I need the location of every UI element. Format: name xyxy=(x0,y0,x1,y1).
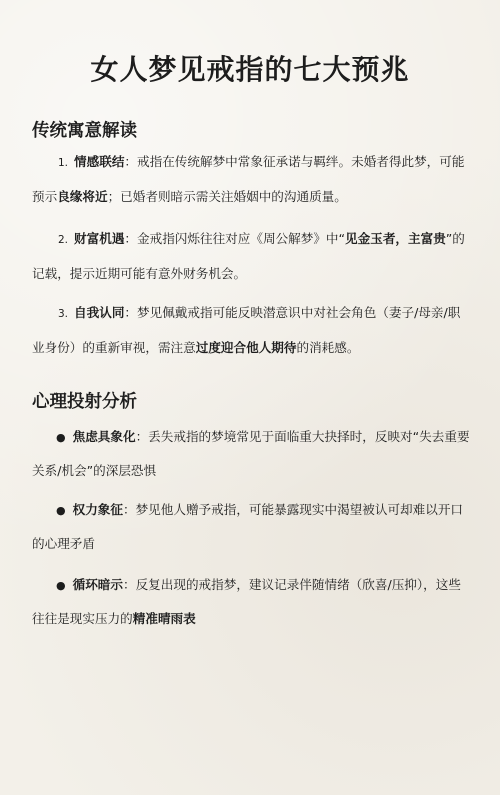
item-text: 反复出现的戒指梦，建议记录伴随情绪（欣喜/压抑），这些往往是现实压力的 xyxy=(32,577,461,626)
item-label: 财富机遇 xyxy=(74,231,125,246)
item-text-end: 的消耗感。 xyxy=(296,340,360,355)
item-text: 金戒指闪烁往往对应《周公解梦》中“ xyxy=(137,231,346,246)
item-number: 1. xyxy=(58,157,69,169)
item-colon: ： xyxy=(122,502,136,517)
item-label: 情感联结 xyxy=(74,154,125,169)
item-number: 3. xyxy=(58,308,69,320)
list-item-power-symbol xyxy=(32,493,470,560)
bullet-icon: ● xyxy=(56,431,66,444)
item-emphasis: 良缘将近 xyxy=(57,189,108,204)
section-heading-traditional: 传统寓意解读 xyxy=(32,121,137,141)
item-text: 戒指在传统解梦中常象征承诺与羁绊。未婚者得此梦，可能预示 xyxy=(32,154,465,204)
item-text: 丢失戒指的梦境常见于面临重大抉择时，反映对“失去重要关系/机会”的深层恐惧 xyxy=(32,429,470,478)
bullet-icon: ● xyxy=(56,504,66,517)
item-colon: ： xyxy=(124,231,137,246)
item-text-end: ；已婚者则暗示需关注婚姻中的沟通质量。 xyxy=(107,189,347,204)
list-item-anxiety xyxy=(32,420,470,487)
item-text: 梦见佩戴戒指可能反映潜意识中对社会角色（妻子/母亲/职业身份）的重新审视，需注意 xyxy=(32,305,461,355)
item-emphasis: 过度迎合他人期待 xyxy=(195,340,297,355)
item-label: 自我认同 xyxy=(74,305,125,320)
item-label: 焦虑具象化 xyxy=(72,429,136,444)
section-heading-psychology: 心理投射分析 xyxy=(32,392,137,412)
item-text-end: ”的记载，提示近期可能有意外财务机会。 xyxy=(32,231,465,281)
item-text: 梦见他人赠予戒指，可能暴露现实中渴望被认可却难以开口的心理矛盾 xyxy=(32,502,464,551)
item-number: 2. xyxy=(58,234,69,246)
bullet-icon: ● xyxy=(56,579,66,592)
item-emphasis: 见金玉者，主富贵 xyxy=(345,231,446,246)
item-colon: ： xyxy=(124,305,137,320)
list-item-wealth-opportunity xyxy=(32,222,470,290)
item-colon: ： xyxy=(122,577,136,592)
item-label: 循环暗示 xyxy=(72,577,123,592)
item-colon: ： xyxy=(135,429,149,444)
list-item-cyclic-hint xyxy=(32,568,470,635)
list-item-self-identity xyxy=(32,296,470,364)
page-title: 女人梦见戒指的七大预兆 xyxy=(90,53,410,86)
item-emphasis: 精准晴雨表 xyxy=(132,611,196,626)
item-colon: ： xyxy=(124,154,137,169)
list-item-emotional-bond xyxy=(32,145,470,213)
item-label: 权力象征 xyxy=(72,502,123,517)
